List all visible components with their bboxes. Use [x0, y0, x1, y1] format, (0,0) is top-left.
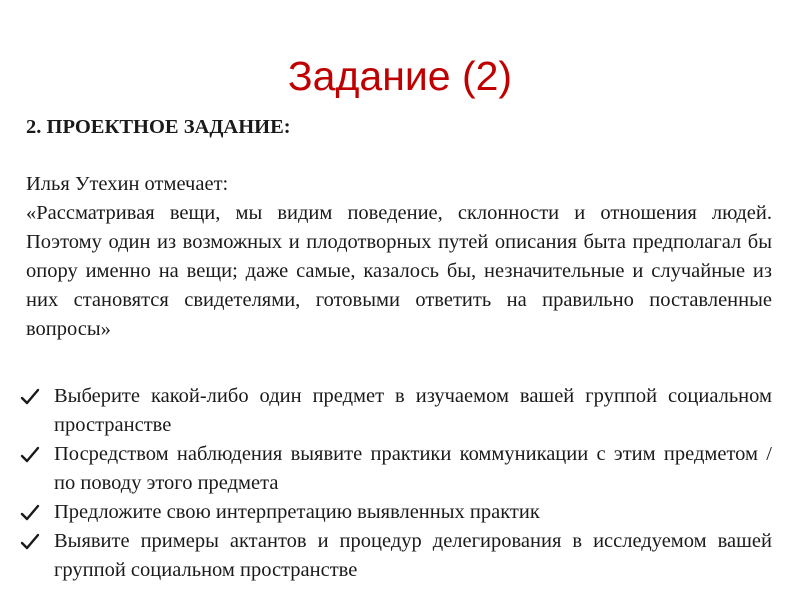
slide-content — [26, 112, 772, 344]
task-item — [18, 382, 772, 440]
checkmark-icon — [20, 446, 40, 464]
task-text: Выявите примеры актантов и процедур делегирования в исследуемом вашей группой социальном пространстве — [54, 530, 772, 581]
checkmark-icon — [20, 504, 40, 522]
task-text: Выберите какой-либо один предмет в изучаемом вашей группой социальном пространстве — [54, 385, 772, 436]
task-item — [18, 440, 772, 498]
task-item — [18, 498, 772, 527]
task-item — [18, 527, 772, 585]
author-line: Илья Утехин отмечает: — [26, 173, 229, 195]
slide-title: Задание (2) — [287, 53, 513, 99]
quote-paragraph: «Рассматривая вещи, мы видим поведение, склонности и отношения людей. Поэтому один из возможных и плодотворных путей описания быта предполагал бы опору именно на вещи; даже самые, казалось бы, незначительные и случайные из них становятся свидетелями, готовыми ответить на правильно поставленные вопросы» — [26, 202, 772, 340]
task-list — [18, 382, 772, 585]
task-text: Посредством наблюдения выявите практики коммуникации с этим предметом / по поводу этого предмета — [54, 443, 772, 494]
checkmark-icon — [20, 388, 40, 406]
section-heading: 2. ПРОЕКТНОЕ ЗАДАНИЕ: — [26, 116, 291, 138]
checkmark-icon — [20, 533, 40, 551]
task-text: Предложите свою интерпретацию выявленных практик — [54, 501, 540, 523]
